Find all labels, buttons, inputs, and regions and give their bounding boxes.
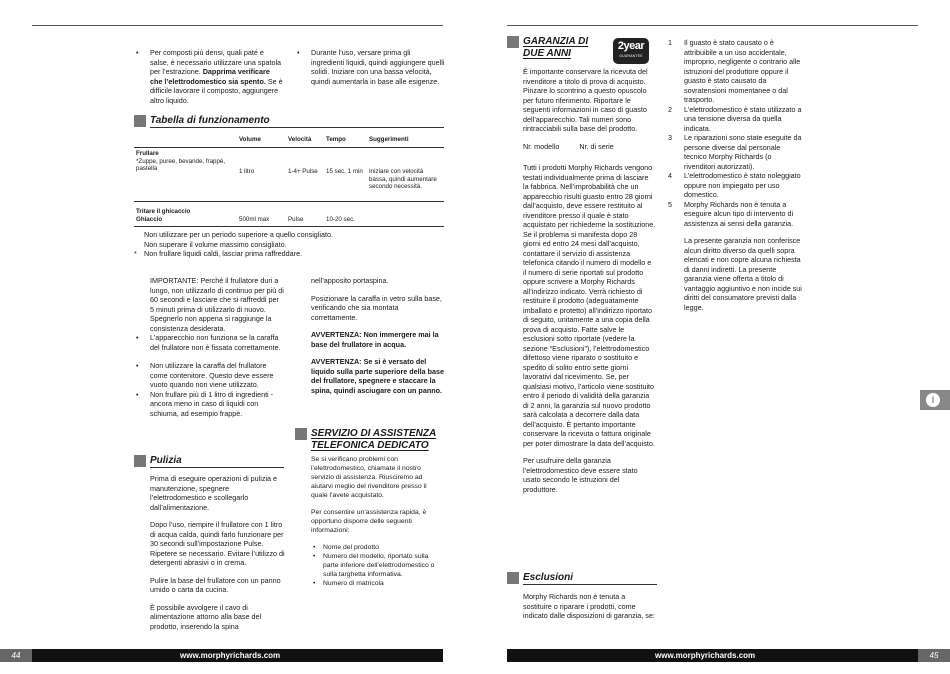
section-title: Esclusioni [523, 572, 657, 585]
table-cell: 10-20 sec. [326, 216, 355, 224]
list-item: • Nome del prodotto [311, 544, 444, 553]
list-item: 5 Morphy Richards non è tenuta a eseguire alcun tipo di intervento di assistenza ai sensi della garanzia. [668, 199, 794, 228]
list-item: • Non frullare più di 1 litro di ingredienti - ancora meno in caso di liquidi con schiuma, ad esempio frappè. [134, 390, 284, 419]
pulizia-text [150, 474, 285, 631]
service-text [311, 456, 444, 589]
warning-text: AVVERTENZA: Se si è versato del liquido sulla parte superiore della base del frullatore, spegnere e staccare la spina, quindi asciugare con un panno. [311, 357, 445, 395]
paragraph: La presente garanzia non conferisce alcun diritto diverso da quelli sopra elencati e non copre alcuna richiesta di danni indiretti. La presente garanzia viene offerta a titolo di vantaggio aggiuntivo e non incide sui diritti del consumatore previsti dalla legge. [684, 236, 802, 312]
paragraph: Pulire la base del frullatore con un panno umido o carta da cucina. [150, 575, 281, 594]
exclusions-text [523, 592, 656, 621]
section-square-icon [295, 428, 307, 440]
list-item: 1 Il guasto è stato causato o è attribuibile a un uso accidentale, improprio, negligente o contrario alle istruzioni del produttore oppure il guasto è stato causato da sovratensioni momentanee o dal trasporto. [668, 38, 801, 104]
paragraph: Dopo l’uso, riempire il frullatore con 1 litro di acqua calda, quindi farlo funzionare per 30 secondi sull’impostazione Pulse. Ripetere se necessario. Evitare l’utilizzo di detergenti abrasivi o in crema. [150, 520, 285, 567]
table-header-cell: Volume [237, 134, 286, 148]
language-tab-circle [926, 393, 940, 407]
paragraph: Tutti i prodotti Morphy Richards vengono testati individualmente prima di lasciare la fabbrica. Nell’improbabilità che un apparecchio risulti guasto entro 28 giorni dall’acquisto, deve essere restituito al rivenditore presso il quale è stato acquistato per richiederne la sostituzione. Se il problema si manifesta dopo 28 giorni ed entro 24 mesi dall’acquisto, contattare il servizio di assistenza telefonica citando il numero di modello e il numero di serie riportati sul prodotto oppure scrivere a Morphy Richards all’indirizzo indicato. Verrà richiesto di restituire il prodotto (adeguatamente imballato e protetto) all’indirizzo riportato di seguito, unitamente a una copia della prova di acquisto. Fatte salve le esclusioni sotto riportate (vedere la sezione “Esclusioni”), l’elettrodomestico difettoso viene riparato o sostituito e spedito di solito entro sette giorni lavorativi dal ricevimento. Se, per qualsiasi motivo, l’articolo viene sostituito entro il periodo di validità della garanzia di 2 anni, la garanzia sul nuovo prodotto sarà calcolata a decorrere dalla data dell’acquisto. È pertanto importante conservare la ricevuta o fattura originale per poter dimostrare la data dell’acquisto. [523, 163, 656, 448]
conditions-list [668, 38, 804, 312]
list-item: • Per composti più densi, quali paté e salse, è necessario utilizzare una spatola per l’estrazione. Dapprima verificare che l’elettrodomestico sia spento. Se è difficile lavorare il composto, aggiungere altro liquido. [134, 48, 284, 105]
section-title: GARANZIA DI DUE ANNI [523, 36, 589, 59]
list-item: • Numero di matricola [311, 580, 444, 589]
website-link[interactable]: www.morphyrichards.com [655, 651, 756, 660]
top-bullets-col1 [134, 48, 284, 105]
important-text: IMPORTANTE: Perché il frullatore duri a lungo, non utilizzarlo di continuo per più di 60 secondi e lasciare che si raffreddi per 5 minuti prima di utilizzarlo di nuovo. Spegnerlo non appena si raggiunge la consistenza desiderata. [150, 276, 284, 333]
table-cell: 15 sec. 1 min [326, 168, 363, 176]
note: * Non frullare liquidi caldi, lasciar prima raffreddare. [134, 249, 303, 258]
section-title: SERVIZIO DI ASSISTENZA TELEFONICA DEDICATO [311, 428, 437, 451]
operation-table [134, 134, 444, 227]
section-square-icon [507, 572, 519, 584]
website-link[interactable]: www.morphyrichards.com [180, 651, 281, 660]
list-item: • L’apparecchio non funziona se la caraffa del frullatore non è fissata correttamente. [134, 333, 284, 352]
table-row [134, 202, 444, 226]
page-number-left: 44 [0, 649, 32, 662]
paragraph: È importante conservare la ricevuta del rivenditore a titolo di prova di acquisto. Pinzare lo scontrino a questo opuscolo per futuro riferimento. Riportare le seguenti informazioni in caso di guasto dell’apparecchio. Tali numeri sono rintracciabili sulla base del prodotto. [523, 67, 648, 133]
footer-bar-left [32, 649, 443, 662]
model-serial-line [523, 142, 656, 152]
language-tab-letter: I [931, 395, 935, 405]
top-bullets-col2 [295, 48, 445, 86]
important-section [134, 276, 284, 418]
list-item: • Numero del modello, riportato sulla parte inferiore dell’elettrodomestico o sulla targhetta informativa. [311, 553, 444, 580]
table-header-cell: Tempo [324, 134, 367, 148]
paragraph: È possibile avvolgere il cavo di alimentazione attorno alla base del prodotto, inserendo la spina [150, 602, 262, 631]
paragraph: Morphy Richards non è tenuta a sostituire o riparare i prodotti, come indicato dalle disposizioni di garanzia, se: [523, 592, 655, 620]
paragraph: Posizionare la caraffa in vetro sulla base, verificando che sia montata correttamente. [311, 293, 442, 322]
col2-text [311, 276, 444, 395]
table-row [134, 148, 444, 201]
warning-text: AVVERTENZA: Non immergere mai la base del frullatore in acqua. [311, 330, 439, 349]
paragraph: nell’apposito portaspina. [311, 276, 389, 285]
note: Non utilizzare per un periodo superiore a quello consigliato. [144, 230, 333, 239]
paragraph: Prima di eseguire operazioni di pulizia e manutenzione, spegnere l’elettrodomestico e scollegarlo dall’alimentazione. [150, 474, 278, 512]
table-header-row [134, 134, 444, 148]
section-square-icon [134, 455, 146, 467]
list-item: 3 Le riparazioni sono state eseguite da persone diverse dal personale tecnico Morphy Richards (o rivenditori autorizzati). [668, 133, 802, 171]
table-cell: Tritare il ghicaccio Ghiaccio [136, 208, 191, 223]
badge-subtext: GUARANTEE [619, 54, 643, 58]
footer-bar-right [507, 649, 918, 662]
exclusions-heading [507, 572, 657, 585]
paragraph: Per consentire un’assistenza rapida, è opportuno disporre delle seguenti informazioni: [311, 508, 427, 534]
model-label: Nr. modello [523, 141, 560, 151]
section-square-icon [507, 36, 519, 48]
list-item: • Non utilizzare la caraffa del frullatore come contenitore. Questo deve essere vuoto quando non viene utilizzato. [134, 361, 284, 390]
paragraph: Per usufruire della garanzia l’elettrodomestico deve essere stato usato secondo le istruzioni del produttore. [523, 456, 638, 494]
table-cell [367, 202, 444, 226]
badge-text: 2year [617, 40, 645, 52]
section-title: Pulizia [150, 455, 284, 468]
pulizia-heading [134, 455, 284, 468]
list-item: 4 L’elettrodomestico è stato noleggiato oppure non impiegato per uso domestico. [668, 171, 801, 199]
service-heading [295, 428, 445, 451]
serial-label: Nr. di serie [579, 141, 614, 151]
table-cell: 500ml max [239, 216, 270, 224]
section-title: Tabella di funzionamento [150, 115, 444, 128]
list-item: 2 L’elettrodomestico è stato utilizzato a una tensione diversa da quella indicata. [668, 104, 802, 133]
top-rule-right [507, 25, 918, 26]
two-year-guarantee-badge [613, 38, 649, 64]
list-item: • Durante l’uso, versare prima gli ingredienti liquidi, quindi aggiungere quelli solidi. Iniziare con una bassa velocità, quindi aumentarla in base alle esigenze. [295, 48, 445, 86]
section-square-icon [134, 115, 146, 127]
table-header-cell [134, 134, 237, 148]
table-section-heading [134, 115, 444, 128]
top-rule-left [32, 25, 443, 26]
table-cell: Iniziare con velocità bassa, quindi aumentare secondo necessità. [369, 168, 437, 191]
language-tab[interactable] [920, 390, 950, 410]
page-number-right: 45 [918, 649, 950, 662]
note: Non superare il volume massimo consigliato. [144, 239, 287, 249]
table-cell: Frullare *Zuppe, puree, bevande, frappè, pastella [136, 150, 226, 173]
paragraph: Se si verificano problemi con l’elettrodomestico, chiamate il nostro servizio di assistenza. Riusciremo ad aiutarvi meglio del rivenditore presso il quale l’avete acquistato. [311, 456, 427, 499]
table-cell: 1 litro [239, 168, 255, 176]
table-cell: 1-4+ Pulse [288, 168, 318, 176]
warranty-text [523, 67, 656, 494]
table-notes [134, 230, 444, 259]
table-header-cell: Velocità [286, 134, 324, 148]
table-header-cell: Suggerimenti [367, 134, 444, 148]
table-cell: Pulse [288, 216, 304, 224]
